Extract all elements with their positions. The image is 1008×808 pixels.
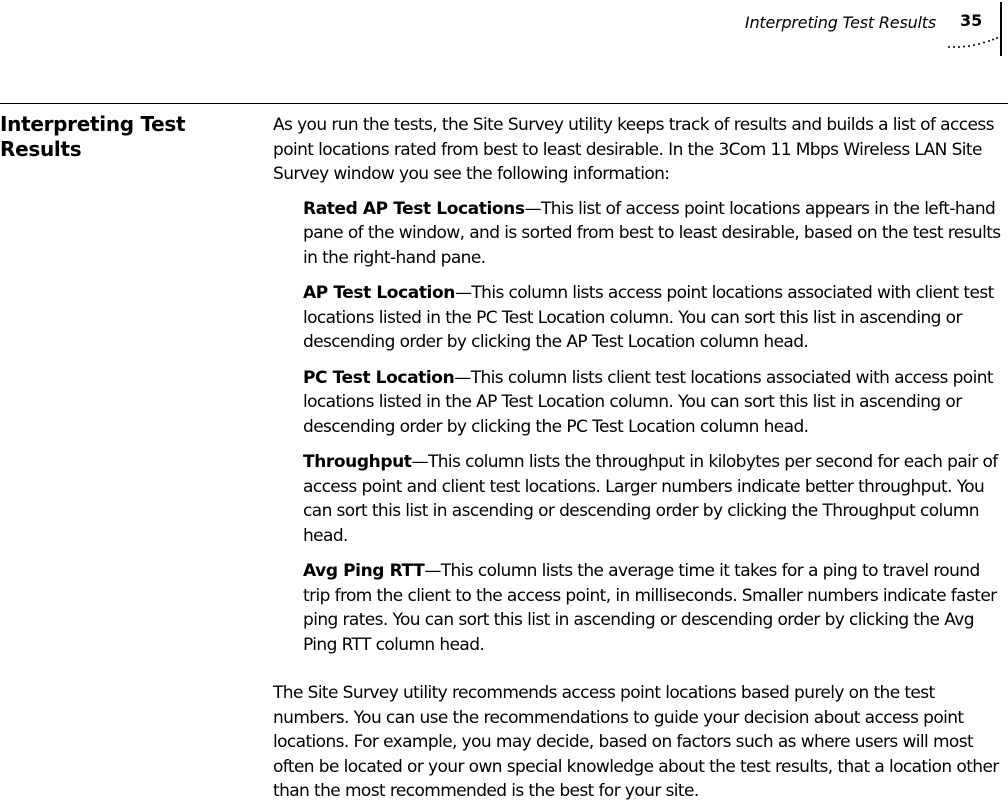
- definition-term: PC Test Location: [303, 367, 455, 388]
- running-title: Interpreting Test Results: [744, 13, 936, 32]
- definition-term: Rated AP Test Locations: [303, 198, 525, 219]
- definition-rated-ap-test-locations: [303, 197, 1006, 271]
- corner-rule: [1000, 2, 1002, 56]
- section-divider: [0, 103, 1008, 104]
- closing-paragraph: The Site Survey utility recommends access point locations based purely on the test numbers. You can use the recommendations to guide your decision about access point locations. For example, you may decide, based on factors such as where users will most often be located or your own special knowledge about the test results, that a location other than the most recommended is the best for your site.: [273, 683, 999, 801]
- definition-ap-test-location: [303, 281, 1006, 355]
- definition-text: —This column lists the throughput in kilobytes per second for each pair of access point and client test locations. Larger numbers indicate better throughput. You can sort this list in ascending or descending order by clicking the Throughput column head.: [303, 452, 998, 546]
- definition-throughput: [303, 450, 1006, 548]
- page-number: 35: [960, 11, 983, 30]
- definition-term: Throughput: [303, 452, 412, 472]
- definition-text: —This column lists the average time it takes for a ping to travel round trip from the client to the access point, in milliseconds. Smaller numbers indicate faster ping rates. You can sort this list in ascending or descending order by clicking the Avg Ping RTT column head.: [303, 561, 997, 655]
- definition-pc-test-location: [303, 366, 1006, 440]
- definition-term: AP Test Location: [303, 283, 455, 303]
- intro-paragraph: As you run the tests, the Site Survey utility keeps track of results and builds a list of access point locations rated from best to least desirable. In the 3Com 11 Mbps Wireless LAN Site Survey window you see the following information:: [273, 115, 994, 184]
- definition-list: [273, 197, 1006, 658]
- definition-term: Avg Ping RTT: [303, 561, 425, 581]
- body-column: [273, 113, 1006, 804]
- definition-text: —This column lists client test locations associated with access point locations listed in the AP Test Location column. You can sort this list in ascending or descending order by clicking the PC Test Location column head.: [303, 367, 993, 437]
- definition-text: —This column lists access point locations associated with client test locations listed in the PC Test Location column. You can sort this list in ascending or descending order by clicking the AP Test Location column head.: [303, 283, 994, 352]
- section-heading: Interpreting Test Results: [0, 112, 186, 161]
- definition-text: —This list of access point locations appears in the left-hand pane of the window, and is sorted from best to least desirable, based on the test results in the right-hand pane.: [303, 198, 1001, 268]
- definition-avg-ping-rtt: [303, 559, 1006, 657]
- dotted-corner-ornament: [947, 36, 999, 50]
